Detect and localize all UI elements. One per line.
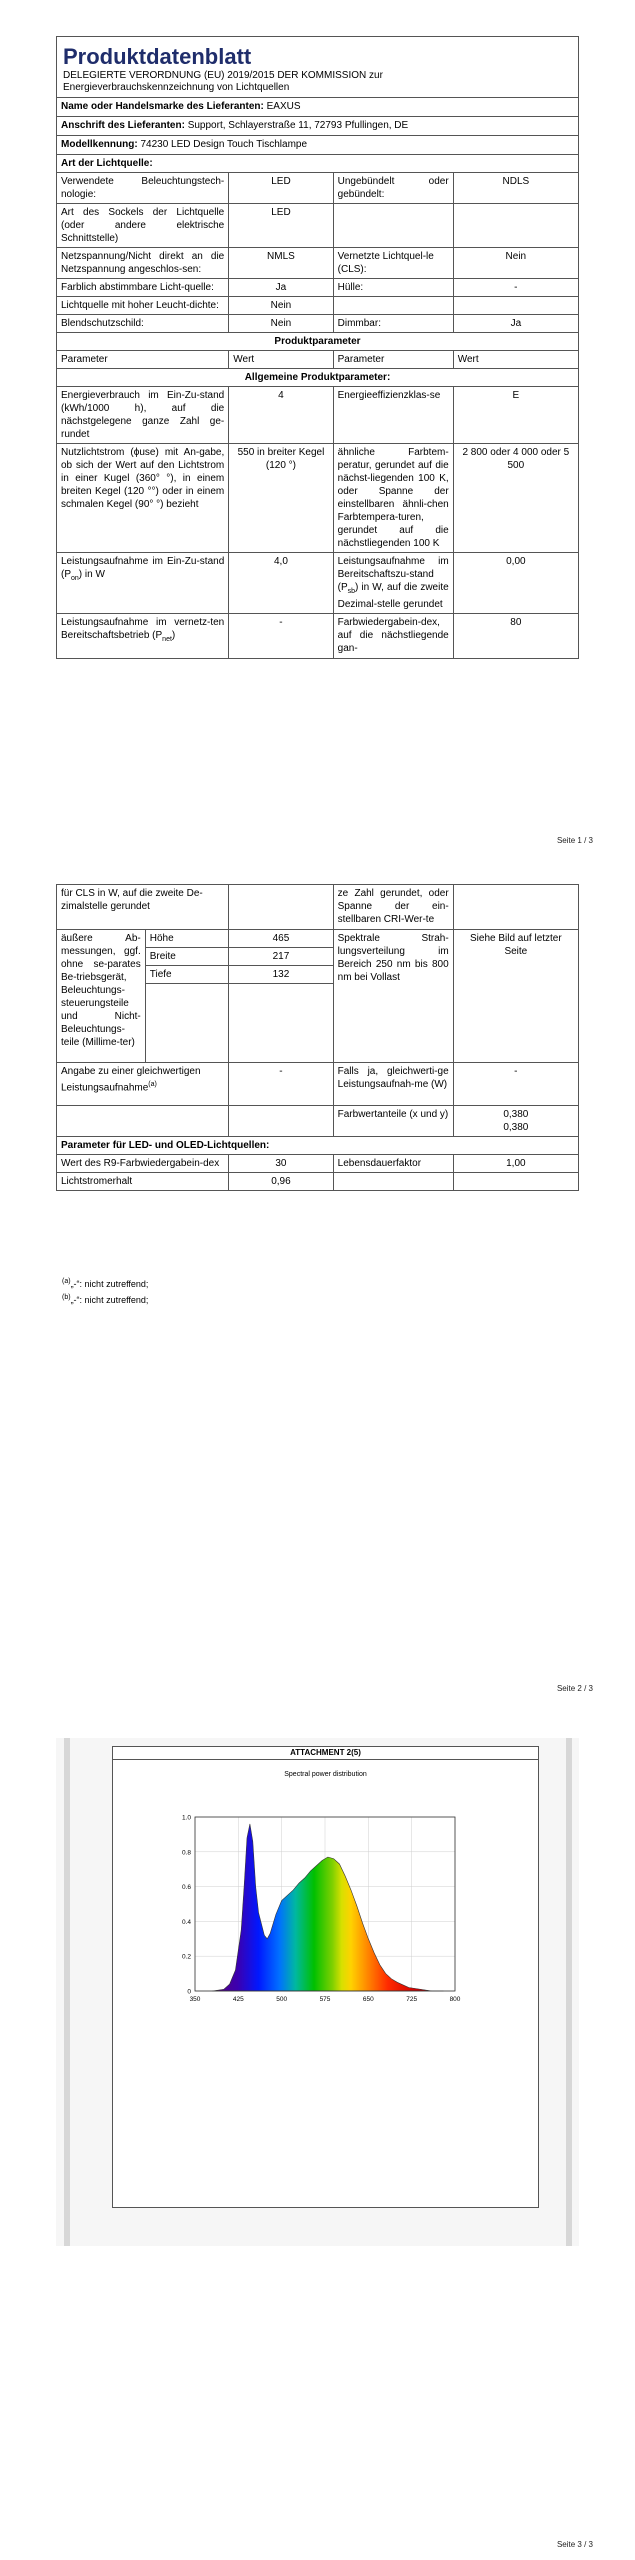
param-value: NMLS <box>229 248 333 279</box>
param-label: Leistungsaufnahme im Ein-Zu-stand $(P_{on})$ in W <box>57 553 229 614</box>
param-label <box>333 297 453 315</box>
dimension-name: Breite <box>145 948 229 966</box>
x-tick-label: 500 <box>276 1996 288 2003</box>
param-value: 80 <box>453 614 578 659</box>
param-label: Lebensdauerfaktor <box>333 1155 453 1173</box>
param-label: ähnliche Farbtem-peratur, gerundet auf die nächst-liegenden 100 K, oder Spanne der einstellbaren ähnli-chen Farbtempera-turen, gerundet auf die nächstliegenden 100 K <box>333 444 453 553</box>
param-value: Ja <box>453 315 578 333</box>
spectrum-area <box>212 1824 443 1991</box>
table-row <box>57 1173 579 1191</box>
table-row <box>57 279 579 297</box>
param-label: Falls ja, gleichwerti-ge Leistungsaufnah-me (W) <box>333 1063 453 1106</box>
general-params-heading: Allgemeine Produktparameter: <box>57 369 579 387</box>
param-label: für CLS in W, auf die zweite De-zimalstelle gerundet <box>57 885 229 930</box>
dimensions-label: äußere Ab-messungen, ggf. ohne se-parates Be-triebsgerät, Beleuchtungs-steuerungsteile und Nicht-Beleuchtungs-teile (Millime-ter) <box>57 930 146 1063</box>
dimension-value: 217 <box>229 948 333 966</box>
param-value: 550 in breiter Kegel (120 °) <box>229 444 333 553</box>
table-row <box>57 204 579 248</box>
param-value: LED <box>229 173 333 204</box>
footnote-b: $^{(b)}$„-“: nicht zutreffend; <box>62 1294 149 1305</box>
param-value: - <box>229 1063 333 1106</box>
param-value <box>453 204 578 248</box>
y-tick-label: 0 <box>187 1988 191 1996</box>
col-header-param: Parameter <box>333 351 453 369</box>
param-value <box>453 297 578 315</box>
param-value: 4,0 <box>229 553 333 614</box>
table-row <box>57 614 579 659</box>
page-number: Seite 2 / 3 <box>556 1684 593 1693</box>
dimension-value: 132 <box>229 966 333 984</box>
regulation-line-2: Energieverbrauchskennzeichnung von Lichtquellen <box>63 82 290 93</box>
dimension-name: Höhe <box>145 930 229 948</box>
param-label: Hülle: <box>333 279 453 297</box>
attachment-frame <box>112 1746 539 2208</box>
param-value: 4 <box>229 387 333 444</box>
chart-title: Spectral power distribution <box>284 1771 367 1778</box>
param-label: Dimmbar: <box>333 315 453 333</box>
param-label: Blendschutzschild: <box>57 315 229 333</box>
page-number: Seite 3 / 3 <box>556 2540 593 2549</box>
x-tick-label: 800 <box>449 1996 461 2003</box>
param-label: Wert des R9-Farbwiedergabein-dex <box>57 1155 229 1173</box>
col-header-value: Wert <box>453 351 578 369</box>
table-row <box>57 248 579 279</box>
param-value: 0,380 0,380 <box>453 1106 578 1137</box>
param-value: Ja <box>229 279 333 297</box>
param-value: 0,00 <box>453 553 578 614</box>
param-label: Angabe zu einer gleichwertigen Leistungsaufnahme$^{(a)}$ <box>57 1063 229 1106</box>
param-label: Lichtquelle mit hoher Leucht-dichte: <box>57 297 229 315</box>
param-value: Nein <box>229 297 333 315</box>
supplier-address-value: Support, Schlayerstraße 11, 72793 Pfullingen, DE <box>187 120 409 131</box>
table-row <box>57 553 579 614</box>
param-value: LED <box>229 204 333 248</box>
table-row <box>57 885 579 930</box>
table-row <box>57 173 579 204</box>
dimension-name: Tiefe <box>145 966 229 984</box>
page-2 <box>0 858 635 1704</box>
attachment-title: ATTACHMENT 2(5) <box>113 1747 538 1760</box>
datasheet-table-continued <box>56 884 579 1191</box>
table-row <box>57 1106 579 1137</box>
page-title: Produktdatenblatt <box>63 44 252 69</box>
x-tick-label: 650 <box>362 1996 374 2003</box>
param-value: 30 <box>229 1155 333 1173</box>
param-label: Leistungsaufnahme im Bereitschaftszu-stand $(P_{sb})$ in W, auf die zweite Dezimal-stelle gerundet <box>333 553 453 614</box>
dimension-value: 465 <box>229 930 333 948</box>
y-tick-label: 0.2 <box>181 1953 191 1961</box>
param-value: - <box>453 279 578 297</box>
light-source-heading: Art der Lichtquelle: <box>57 155 579 173</box>
regulation-line-1: DELEGIERTE VERORDNUNG (EU) 2019/2015 DER KOMMISSION zur <box>63 70 383 81</box>
y-tick-label: 0.4 <box>181 1918 191 1926</box>
param-label: Spektrale Strah-lungsverteilung im Bereich 250 nm bis 800 nm bei Vollast <box>333 930 453 1063</box>
table-row <box>57 930 579 948</box>
param-label: Netzspannung/Nicht direkt an die Netzspannung angeschlos-sen: <box>57 248 229 279</box>
param-label <box>333 204 453 248</box>
scan-edge-right <box>566 1738 572 2246</box>
param-label: Farblich abstimmbare Licht-quelle: <box>57 279 229 297</box>
col-header-value: Wert <box>229 351 333 369</box>
param-label: ze Zahl gerundet, oder Spanne der ein-stellbaren CRI-Wer-te <box>333 885 453 930</box>
x-tick-label: 350 <box>189 1996 201 2003</box>
table-row <box>57 444 579 553</box>
param-label: Farbwertanteile (x und y) <box>333 1106 453 1137</box>
datasheet-table <box>56 36 579 659</box>
param-label: Energieverbrauch im Ein-Zu-stand (kWh/1000 h), auf die nächstgelegene ganze Zahl ge-rundet <box>57 387 229 444</box>
x-tick-label: 425 <box>232 1996 244 2003</box>
model-label: Modellkennung: <box>61 139 138 150</box>
footnote-a: $^{(a)}$„-“: nicht zutreffend; <box>62 1278 149 1289</box>
x-tick-label: 575 <box>319 1996 331 2003</box>
page-1 <box>0 0 635 858</box>
param-label: Ungebündelt oder gebündelt: <box>333 173 453 204</box>
param-value: 1,00 <box>453 1155 578 1173</box>
param-value: 0,96 <box>229 1173 333 1191</box>
product-params-heading: Produktparameter <box>57 333 579 351</box>
scan-edge-left <box>64 1738 70 2246</box>
x-tick-label: 725 <box>406 1996 418 2003</box>
table-row <box>57 1063 579 1106</box>
param-label: Vernetzte Lichtquel-le (CLS): <box>333 248 453 279</box>
param-label: Leistungsaufnahme im vernetz-ten Bereitschaftsbetrieb $(P_{net})$ <box>57 614 229 659</box>
model-value: 74230 LED Design Touch Tischlampe <box>140 139 308 150</box>
param-value: NDLS <box>453 173 578 204</box>
table-row <box>57 315 579 333</box>
param-value: - <box>229 614 333 659</box>
param-value: Nein <box>229 315 333 333</box>
table-row <box>57 1155 579 1173</box>
param-label: Verwendete Beleuchtungstech-nologie: <box>57 173 229 204</box>
table-row <box>57 297 579 315</box>
page-3 <box>0 1704 635 2560</box>
param-value: Nein <box>453 248 578 279</box>
spectral-chart <box>113 1747 538 2207</box>
supplier-address-label: Anschrift des Lieferanten: <box>61 120 185 131</box>
param-value: - <box>453 1063 578 1106</box>
param-label: Nutzlichtstrom (ϕuse) mit An-gabe, ob sich der Wert auf den Lichtstrom in einer Kugel (360° °), in einem breiten Kegel (120 °°) oder in einem schmalen Kegel (90° °) bezieht <box>57 444 229 553</box>
param-label: Lichtstromerhalt <box>57 1173 229 1191</box>
param-value: 2 800 oder 4 000 oder 5 500 <box>453 444 578 553</box>
param-value: Siehe Bild auf letzter Seite <box>453 930 578 1063</box>
y-tick-label: 0.8 <box>181 1849 191 1857</box>
param-label: Art des Sockels der Lichtquelle (oder andere elektrische Schnittstelle) <box>57 204 229 248</box>
col-header-param: Parameter <box>57 351 229 369</box>
param-label: Farbwiedergabein-dex, auf die nächstliegende gan- <box>333 614 453 659</box>
param-label: Energieeffizienzklas-se <box>333 387 453 444</box>
y-tick-label: 0.6 <box>181 1884 191 1892</box>
table-header-row <box>57 351 579 369</box>
led-params-heading: Parameter für LED- und OLED-Lichtquellen: <box>57 1137 579 1155</box>
param-value: E <box>453 387 578 444</box>
y-tick-label: 1.0 <box>181 1814 191 1822</box>
supplier-name-value: EAXUS <box>266 101 301 112</box>
table-row <box>57 387 579 444</box>
supplier-name-label: Name oder Handelsmarke des Lieferanten: <box>61 101 264 112</box>
page-number: Seite 1 / 3 <box>556 836 593 845</box>
